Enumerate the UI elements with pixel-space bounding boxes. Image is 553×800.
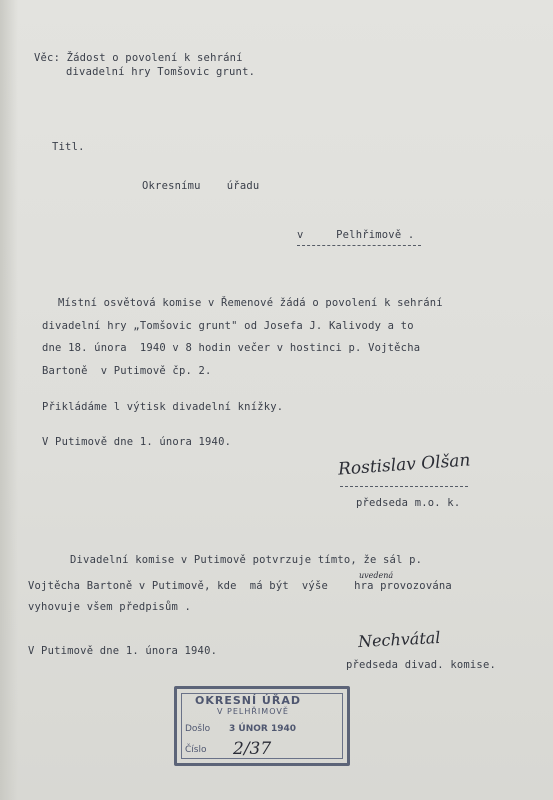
stamp-number-value: 2/37 [233, 739, 272, 759]
stamp-received-date: 3 ÚNOR 1940 [229, 724, 296, 734]
signature-1-underline [340, 486, 468, 487]
confirmation-line-3: vyhovuje všem předpisům . [28, 601, 192, 613]
recipient-line-2: v Pelhřimově . [297, 229, 415, 241]
signature-2-title: předseda divad. komise. [346, 659, 496, 671]
body-line-2: divadelní hry „Tomšovic grunt" od Josefa J. Kalivody a to [42, 320, 414, 332]
recipient-line-1: Okresnímu úřadu [142, 180, 260, 192]
inserted-word: uvedená [359, 571, 394, 580]
body-line-3: dne 18. února 1940 v 8 hodin večer v hostinci p. Vojtěcha [42, 342, 421, 354]
date-line-1: V Putimově dne 1. února 1940. [42, 436, 232, 448]
confirmation-line-2: Vojtěcha Bartoně v Putimově, kde má být výše hra provozována [28, 580, 452, 592]
signature-handwritten-2: Nechvátal [357, 627, 441, 652]
signature-handwritten-1: Rostislav Olšan [337, 450, 472, 480]
enclosure-line: Přikládáme l výtisk divadelní knížky. [42, 401, 284, 413]
recipient-underline [297, 245, 421, 246]
confirmation-line-1: Divadelní komise v Putimově potvrzuje tímto, že sál p. [70, 554, 423, 566]
stamp-title: OKRESNÍ ÚŘAD [195, 694, 301, 707]
subject-line-2: divadelní hry Tomšovic grunt. [66, 66, 256, 78]
salutation: Titl. [52, 141, 85, 153]
subject-line-1: Věc: Žádost o povolení k sehrání [34, 52, 243, 64]
received-stamp [174, 686, 350, 766]
stamp-place: V PELHŘIMOVĚ [217, 707, 289, 716]
stamp-received-label: Došlo [185, 724, 211, 734]
signature-1-title: předseda m.o. k. [356, 497, 461, 509]
body-line-4: Bartoně v Putimově čp. 2. [42, 365, 212, 377]
body-line-1: Místní osvětová komise v Řemenové žádá o povolení k sehrání [58, 297, 443, 309]
stamp-number-label: Číslo [185, 745, 207, 755]
date-line-2: V Putimově dne 1. února 1940. [28, 645, 218, 657]
page-edge-shadow [0, 0, 18, 800]
